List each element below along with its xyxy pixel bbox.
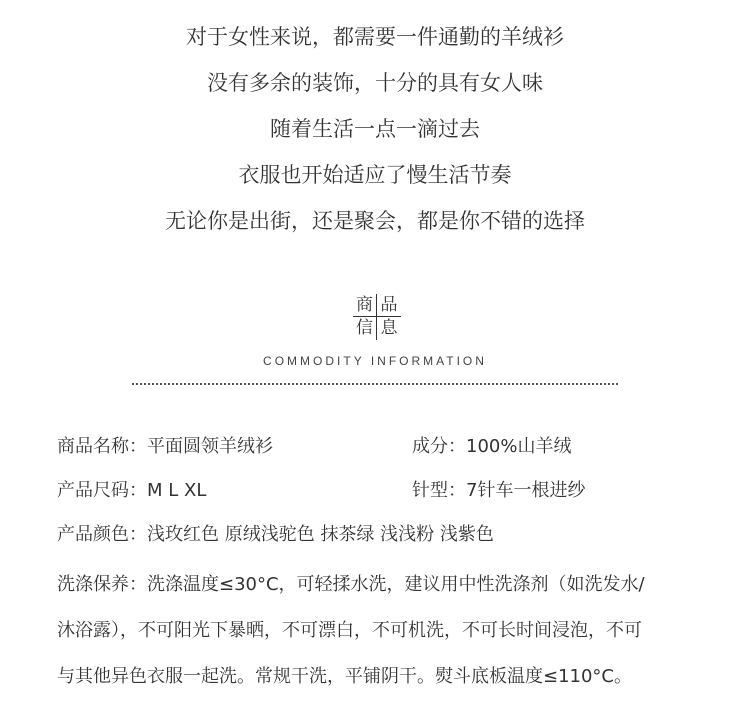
spec-colors: 产品颜色：浅玫红色 原绒浅驼色 抹茶绿 浅浅粉 浅紫色 (57, 524, 494, 545)
spec-material: 成分：100%山羊绒 (412, 436, 572, 457)
badge-char: 信 (353, 317, 377, 340)
spec-row (57, 425, 727, 469)
spec-row (57, 513, 727, 557)
care-line: 洗涤保养：洗涤温度≤30°C，可轻揉水洗，建议用中性洗涤剂（如洗发水/ (57, 574, 645, 595)
badge-char: 品 (377, 294, 401, 317)
intro-line: 随着生活一点一滴过去 (270, 117, 480, 141)
section-subtitle: COMMODITY INFORMATION (263, 354, 487, 368)
care-line: 与其他异色衣服一起洗。常规干洗，平铺阴干。熨斗底板温度≤110°C。 (57, 666, 633, 687)
spec-table (57, 425, 727, 557)
badge-char: 商 (353, 294, 377, 317)
care-instructions (57, 562, 737, 700)
intro-line: 没有多余的装饰，十分的具有女人味 (207, 71, 543, 95)
spec-name: 商品名称：平面圆领羊绒衫 (57, 436, 273, 457)
spec-gauge: 针型：7针车一根进纱 (412, 480, 586, 501)
intro-line: 无论你是出街，还是聚会，都是你不错的选择 (165, 209, 585, 233)
spec-size: 产品尺码：M L XL (57, 480, 207, 501)
care-line: 沐浴露），不可阳光下暴晒，不可漂白，不可机洗，不可长时间浸泡，不可 (57, 620, 642, 641)
badge-char: 息 (380, 318, 398, 338)
intro-line: 对于女性来说，都需要一件通勤的羊绒衫 (186, 25, 564, 49)
dotted-divider (132, 383, 618, 385)
intro-text (0, 14, 750, 244)
intro-line: 衣服也开始适应了慢生活节奏 (238, 163, 512, 187)
spec-row (57, 469, 727, 513)
section-title-badge (353, 294, 401, 340)
